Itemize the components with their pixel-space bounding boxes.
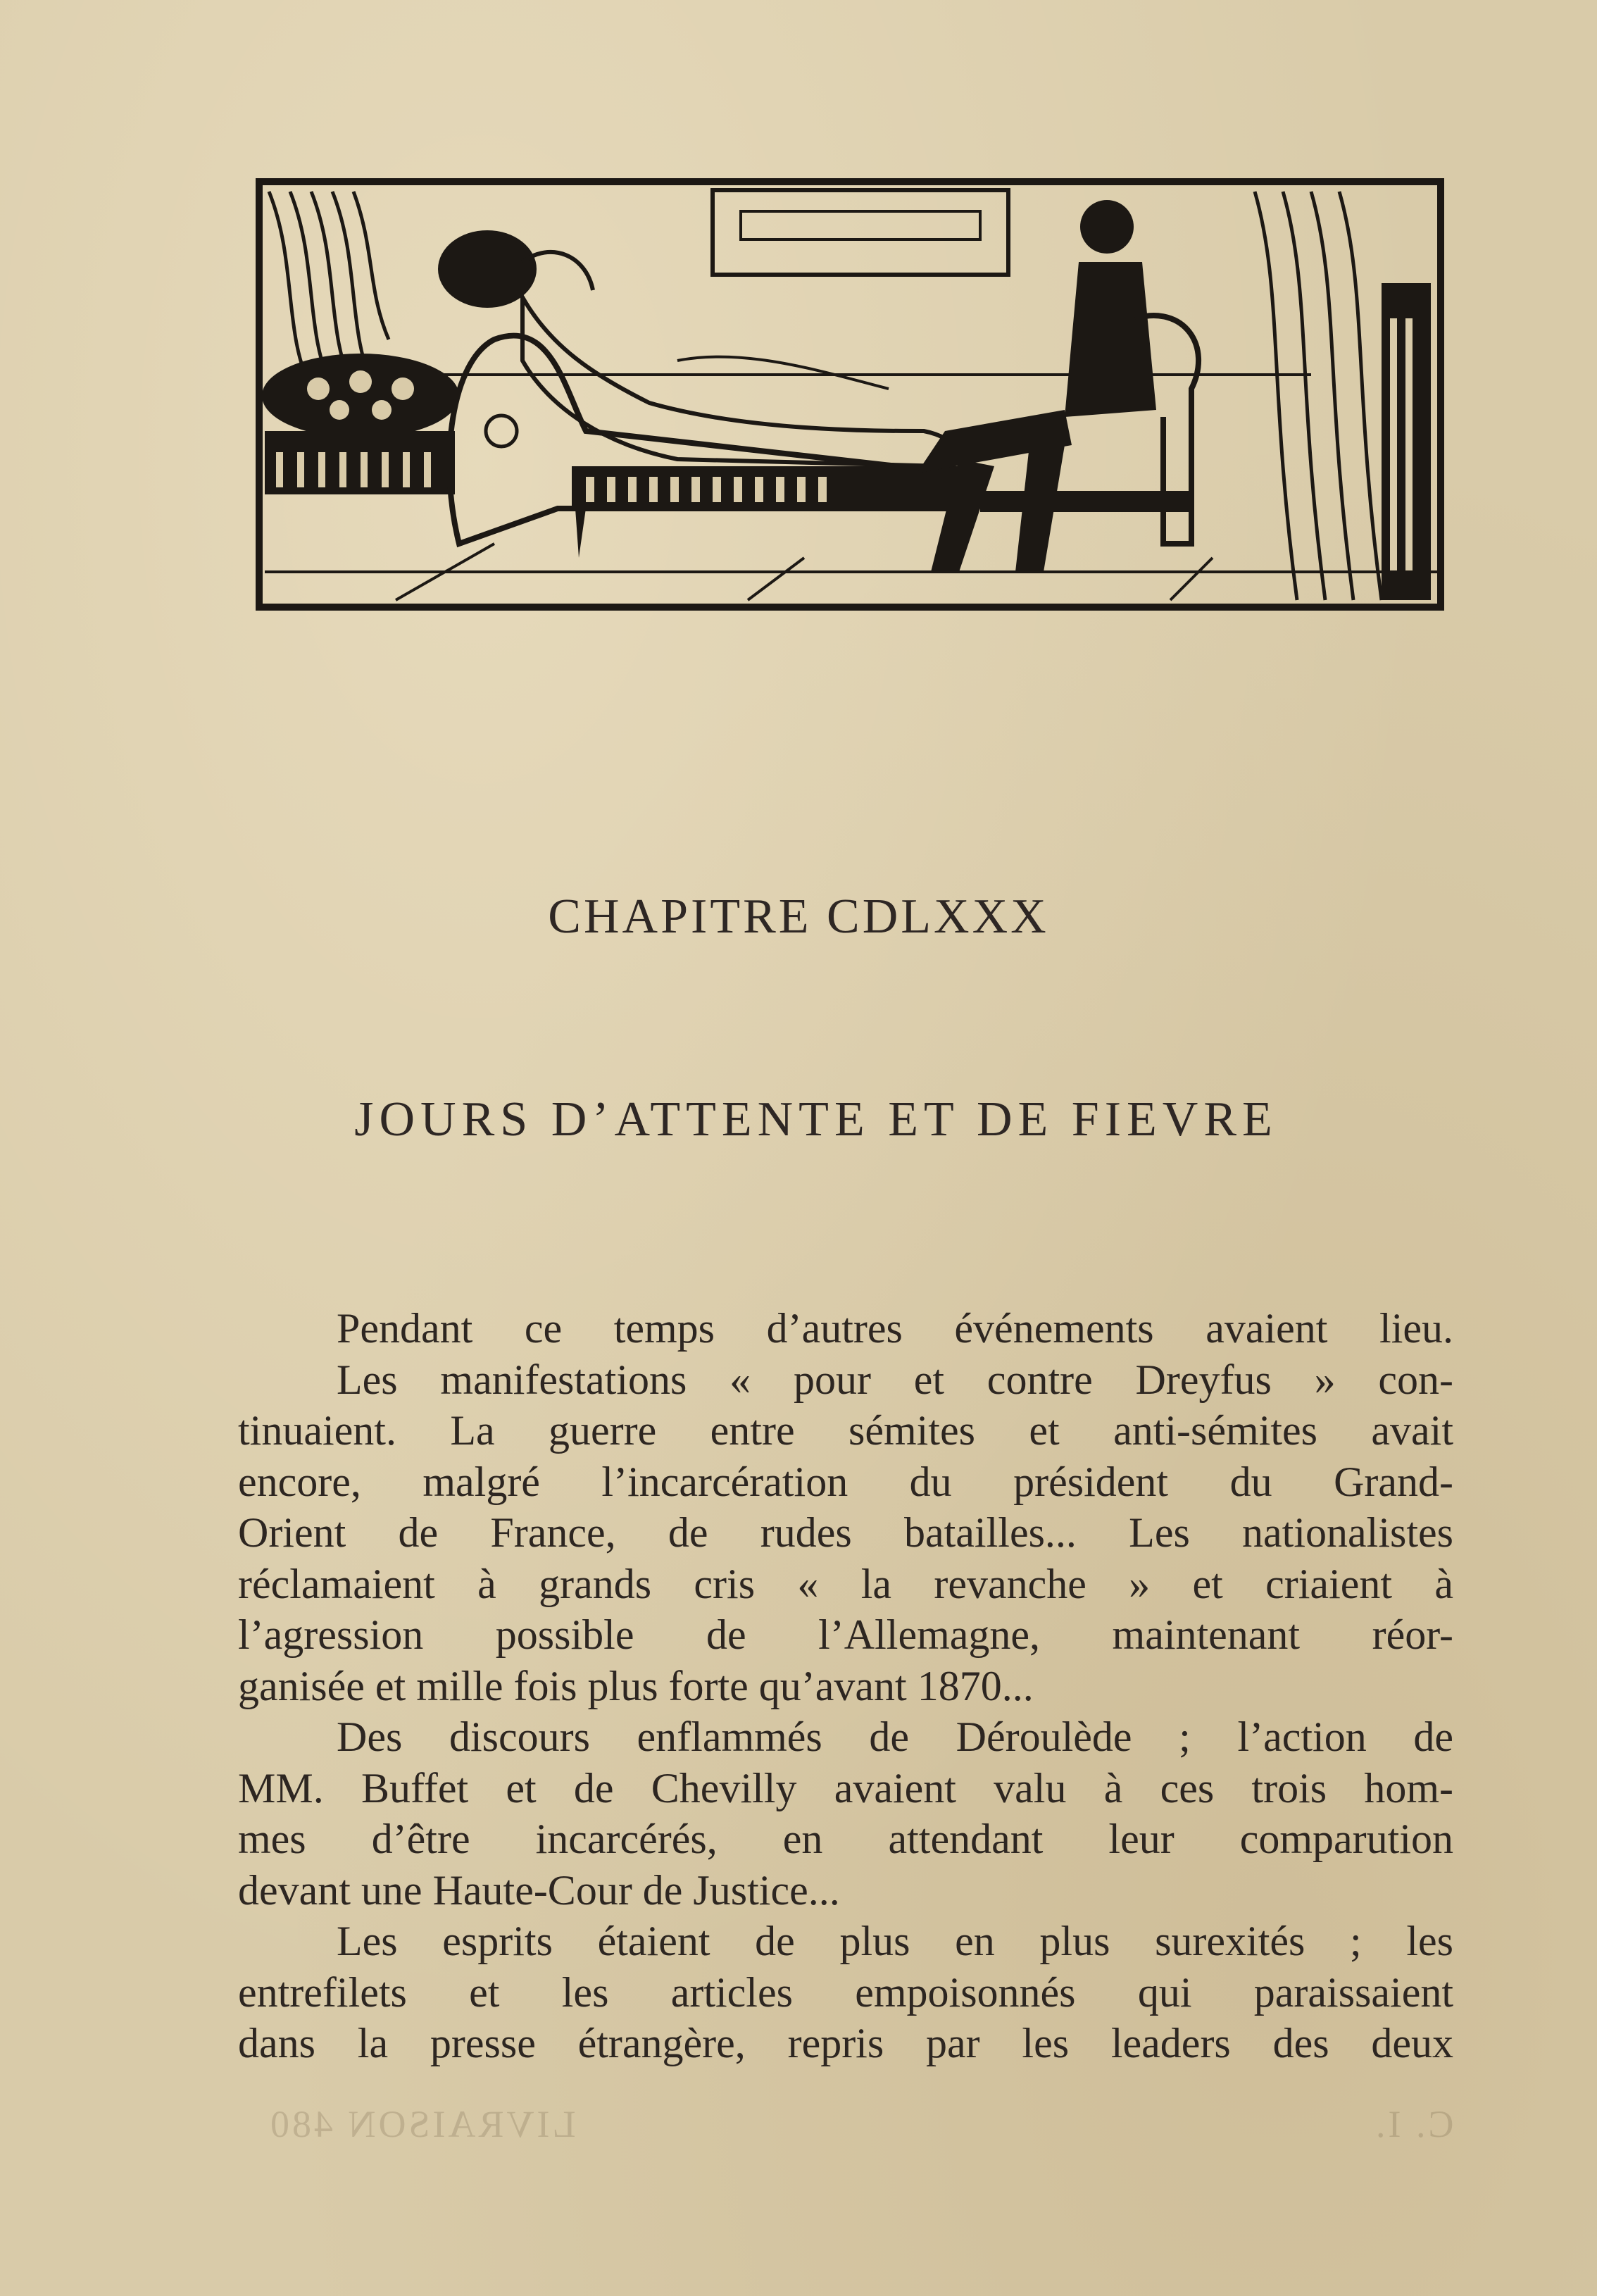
body-line: encore, malgré l’incarcération du président du Grand-: [238, 1458, 1453, 1505]
chapter-heading: CHAPITRE CDLXXX: [548, 890, 1049, 944]
body-line: MM. Buffet et de Chevilly avaient valu à ces trois hom-: [238, 1764, 1453, 1811]
show-through-signature-left: LIVRAISON 480: [268, 2103, 576, 2145]
body-line: Des discours enflammés de Déroulède ; l’action de: [337, 1714, 1453, 1760]
chapter-illustration: [255, 177, 1445, 616]
engraving-reclining-woman-and-seated-officer-icon: [255, 177, 1445, 616]
body-line: tinuaient. La guerre entre sémites et anti-sémites avait: [238, 1407, 1453, 1454]
chapter-body: [238, 1303, 1453, 2069]
body-line: Les manifestations « pour et contre Dreyfus » con-: [337, 1356, 1453, 1403]
body-line: mes d’être incarcérés, en attendant leur comparution: [238, 1816, 1453, 1862]
body-line: l’agression possible de l’Allemagne, maintenant réor-: [238, 1611, 1453, 1658]
body-line: entrefilets et les articles empoisonnés qui paraissaient: [238, 1969, 1453, 2016]
chapter-title: JOURS D’ATTENTE ET DE FIEVRE: [354, 1092, 1278, 1147]
body-line: réclamaient à grands cris « la revanche » et criaient à: [238, 1560, 1453, 1607]
body-line: ganisée et mille fois plus forte qu’avant 1870...: [238, 1662, 1034, 1709]
body-line: Orient de France, de rudes batailles... Les nationalistes: [238, 1509, 1453, 1556]
body-line: Pendant ce temps d’autres événements avaient lieu.: [337, 1305, 1453, 1352]
show-through-signature-right: C. I.: [1373, 2103, 1454, 2145]
body-line: Les esprits étaient de plus en plus surexités ; les: [337, 1918, 1453, 1964]
body-line: devant une Haute-Cour de Justice...: [238, 1866, 840, 1914]
body-line: dans la presse étrangère, repris par les leaders des deux: [238, 2020, 1453, 2066]
